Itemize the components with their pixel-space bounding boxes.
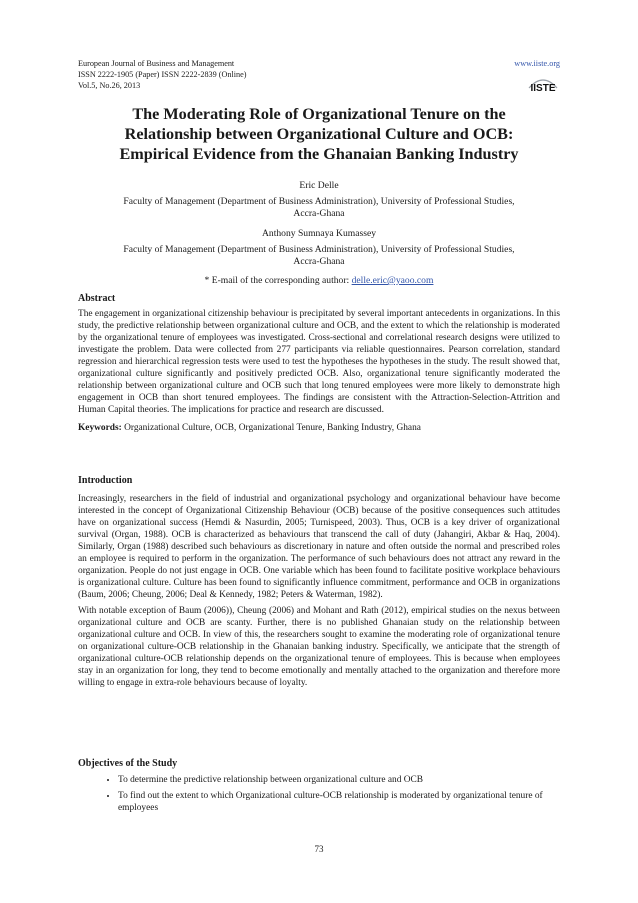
abstract-section xyxy=(78,292,560,434)
iiste-logo-icon xyxy=(526,70,560,94)
author-affiliation-city: Accra-Ghana xyxy=(293,208,345,219)
abstract-heading: Abstract xyxy=(78,293,116,304)
journal-volume: Vol.5, No.26, 2013 xyxy=(78,81,141,90)
journal-url-link[interactable]: www.iiste.org xyxy=(514,59,560,68)
author-affiliation: Faculty of Management (Department of Business Administration), University of Professional Studies, xyxy=(123,244,515,255)
correspondence-line xyxy=(78,275,560,287)
logo-text: IISTE xyxy=(530,83,556,94)
journal-issn: ISSN 2222-1905 (Paper) ISSN 2222-2839 (Online) xyxy=(78,70,247,79)
title-line: The Moderating Role of Organizational Tenure on the xyxy=(132,105,506,123)
author-affiliation-city: Accra-Ghana xyxy=(293,256,345,267)
correspondence-prefix: * E-mail of the corresponding author: xyxy=(204,275,352,286)
introduction-section xyxy=(78,474,560,689)
page-number: 73 xyxy=(314,844,324,854)
keywords-list: Organizational Culture, OCB, Organizational Tenure, Banking Industry, Ghana xyxy=(121,423,421,433)
objectives-list xyxy=(78,774,560,814)
corresponding-email-link[interactable]: delle.eric@yaoo.com xyxy=(351,275,434,286)
abstract-text: The engagement in organizational citizenship behaviour is precipitated by several important antecedents in organizations. In this study, the predictive relationship between organizational culture and OCB, and the extent to which the relationship is moderated by the organizational tenure of employees was investigated. Cross-sectional and correlational research designs were utilized to investigate the problem. Data were collected from 277 participants via reliable questionnaires. Pearson correlation, standard regression and hierarchical regression tests were used to test the hypotheses the hypotheses in the study. The result showed that, organizational culture significantly and positively predicted OCB. Also, organizational tenure significantly moderated the relationship between organizational culture and OCB such that long tenured employees were more likely to demonstrate high engagement in OCB than short tenured employees. The findings are consistent with the Attraction-Selection-Attrition and Human Capital theories. The implications for practice and research are discussed. xyxy=(78,309,560,415)
title-line: Relationship between Organizational Culture and OCB: xyxy=(124,125,514,143)
introduction-paragraph-1: Increasingly, researchers in the field of industrial and organizational psychology and organizational behaviour have become interested in the concept of Organizational Citizenship Behaviour (OCB) because of the positive consequences such attitudes have on organizational success (Hemdi & Nasurdin, 2005; Turnispeed, 2003). Thus, OCB is a key driver of organizational survival (Organ, 1988). OCB is characterized as behaviours that transcend the call of duty (Jahangiri, Akbar & Haq, 2004). Similarly, Organ (1988) described such behaviours as discretionary in nature and often outside the normal and prescribed roles an employee is required to perform in the organization. The performance of such behaviours does not attract any reward in the organization. People do not just engage in OCB. One variable which has been found to facilitate positive workplace behaviours is organizational culture. Culture has been found to significantly influence commitment, performance and OCB in organizations (Baum, 2006; Cheung, 2006; Deal & Kennedy, 1982; Peters & Waterman, 1982). xyxy=(78,494,560,600)
keywords-label: Keywords: xyxy=(78,423,122,433)
journal-name: European Journal of Business and Management xyxy=(78,59,235,68)
author-block-2 xyxy=(78,228,560,268)
objective-item: • To find out the extent to which Organizational culture-OCB relationship is moderated by organizational tenure of employees xyxy=(118,790,560,814)
objectives-heading: Objectives of the Study xyxy=(78,758,178,769)
author-name: Anthony Sumnaya Kumassey xyxy=(261,228,377,239)
author-block-1 xyxy=(78,180,560,220)
journal-header xyxy=(78,58,247,91)
author-affiliation: Faculty of Management (Department of Business Administration), University of Professional Studies, xyxy=(123,196,515,207)
introduction-paragraph-2: With notable exception of Baum (2006)), Cheung (2006) and Mohant and Rath (2012), empirical studies on the nexus between organizational culture and OCB are scanty. Further, there is no published Ghanaian study on the relationship between organizational culture and OCB. In view of this, the researchers sought to examine the moderating role of organizational tenure on organizational culture-OCB relationship in the Ghanaian banking industry. Specifically, we anticipate that the strength of organizational culture-OCB relationship depends on the organizational tenure of employees. This is because when employees stay in an organization for long, they tend to become emotionally and mentally attached to the organization and therefore more willing to engage in extra-role behaviours because of loyalty. xyxy=(78,606,560,688)
journal-url-block xyxy=(514,58,560,69)
author-name: Eric Delle xyxy=(299,180,339,191)
objective-item: • To determine the predictive relationship between organizational culture and OCB xyxy=(118,774,560,786)
keywords-line xyxy=(78,422,560,434)
paper-title xyxy=(78,104,560,164)
title-line: Empirical Evidence from the Ghanaian Banking Industry xyxy=(119,145,519,163)
introduction-heading: Introduction xyxy=(78,475,133,486)
objectives-section xyxy=(78,757,560,818)
